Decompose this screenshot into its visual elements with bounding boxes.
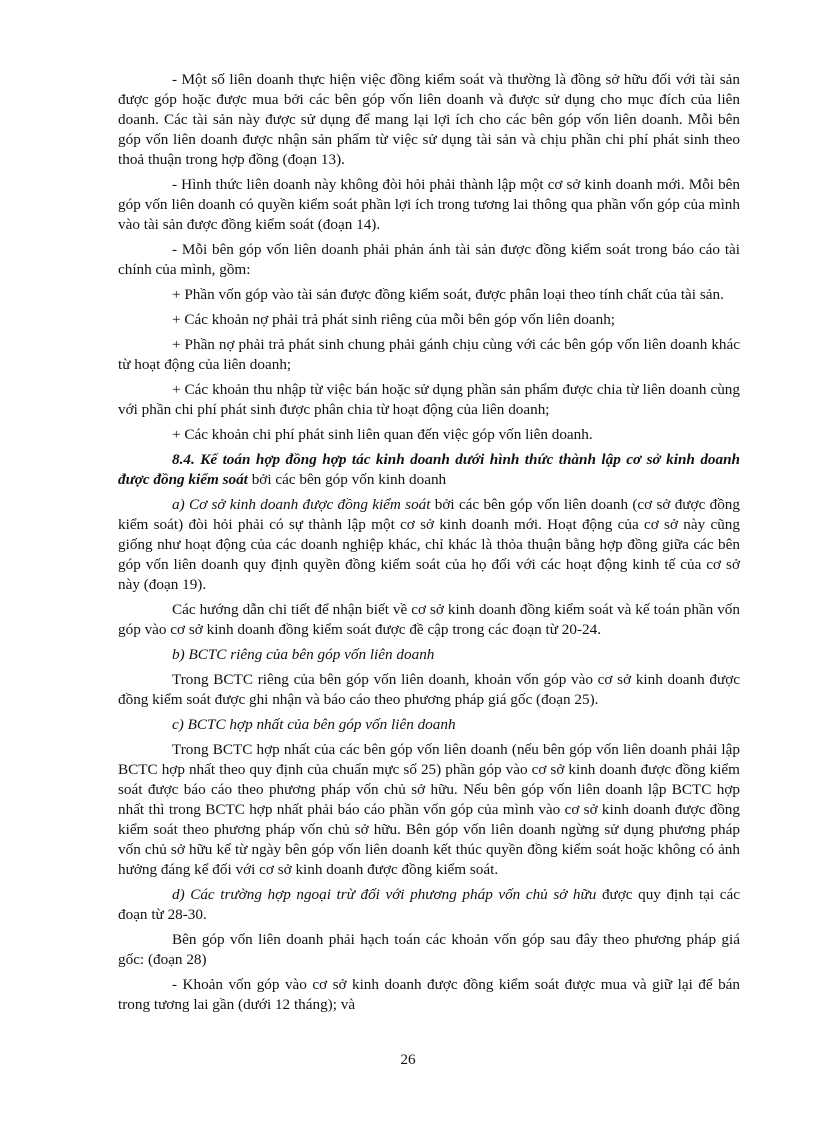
document-body — [118, 70, 740, 1020]
paragraph-joint-assets-control: - Một số liên doanh thực hiện việc đồng kiểm soát và thường là đồng sở hữu đối với tài sản được góp hoặc được mua bởi các bên góp vốn liên doanh và được sử dụng cho mục đích của liên doanh. Các tài sản này được sử dụng để mang lại lợi ích cho các bên góp vốn liên doanh. Mỗi bên góp vốn liên doanh được nhận sản phẩm từ việc sử dụng tài sản và chịu phần chi phí phát sinh theo thoả thuận trong hợp đồng (đoạn 13). — [118, 71, 740, 168]
paragraph-d-label: d) Các trường hợp ngoại trừ đối với phương pháp vốn chủ sở hữu — [172, 886, 597, 903]
paragraph-a-text: bởi các bên góp vốn liên doanh (cơ sở được đồng kiểm soát) đòi hỏi phải có sự thành lập một cơ sở kinh doanh mới. Hoạt động của cơ sở này cũng giống như hoạt động của các doanh nghiệp khác, chỉ khác là thỏa thuận bằng hợp đồng giữa các bên góp vốn liên doanh quy định quyền đồng kiểm soát của họ đối với các hoạt động kinh tế của cơ sở này (đoạn 19). — [118, 496, 740, 593]
paragraph-report-requirement: - Mỗi bên góp vốn liên doanh phải phản ánh tài sản được đồng kiểm soát trong báo cáo tài chính của mình, gồm: — [118, 241, 740, 278]
list-item-separate-liabilities: + Các khoản nợ phải trả phát sinh riêng của mỗi bên góp vốn liên doanh; — [172, 311, 616, 328]
list-item-shared-liabilities: + Phần nợ phải trả phát sinh chung phải gánh chịu cùng với các bên góp vốn liên doanh khác từ hoạt động của liên doanh; — [118, 336, 740, 373]
list-item-expenses: + Các khoản chi phí phát sinh liên quan đến việc góp vốn liên doanh. — [172, 426, 593, 443]
paragraph-a-label: a) Cơ sở kinh doanh được đồng kiểm soát — [172, 496, 431, 513]
paragraph-no-new-entity: - Hình thức liên doanh này không đòi hỏi phải thành lập một cơ sở kinh doanh mới. Mỗi bên góp vốn liên doanh có quyền kiểm soát phần lợi ích trong tương lai thông qua phần vốn góp của mình vào tài sản được đồng kiểm soát (đoạn 14). — [118, 176, 740, 233]
paragraph-a — [118, 495, 740, 595]
page-number: 26 — [400, 1051, 416, 1068]
paragraph-guidance: Các hướng dẫn chi tiết để nhận biết về cơ sở kinh doanh đồng kiểm soát và kế toán phần vốn góp vào cơ sở kinh doanh đồng kiểm soát được đề cập trong các đoạn từ 20-24. — [118, 601, 740, 638]
paragraph-c: Trong BCTC hợp nhất của các bên góp vốn liên doanh (nếu bên góp vốn liên doanh phải lập BCTC hợp nhất theo quy định của chuẩn mực số 25) phần góp vào cơ sở kinh doanh được đồng kiểm soát được báo cáo theo phương pháp vốn chủ sở hữu. Nếu bên góp vốn liên doanh lập BCTC hợp nhất thì trong BCTC hợp nhất phải báo cáo phần vốn góp của mình vào cơ sở kinh doanh được đồng kiểm soát theo phương pháp vốn chủ sở hữu. Bên góp vốn liên doanh ngừng sử dụng phương pháp vốn chủ sở hữu kể từ ngày bên góp vốn liên doanh kết thúc quyền đồng kiểm soát hoặc không có ảnh hưởng đáng kể đối với cơ sở kinh doanh được đồng kiểm soát. — [118, 741, 740, 878]
list-item-capital-contribution: + Phần vốn góp vào tài sản được đồng kiểm soát, được phân loại theo tính chất của tài sản. — [172, 286, 724, 303]
paragraph-cost-method: Bên góp vốn liên doanh phải hạch toán các khoản vốn góp sau đây theo phương pháp giá gốc: (đoạn 28) — [118, 931, 740, 968]
paragraph-d — [118, 885, 740, 925]
list-item-income: + Các khoản thu nhập từ việc bán hoặc sử dụng phần sản phẩm được chia từ liên doanh cùng với phần chi phí phát sinh được phân chia từ hoạt động của liên doanh; — [118, 381, 740, 418]
section-heading-tail: bởi các bên góp vốn kinh doanh — [247, 471, 447, 488]
paragraph-d-text: được quy định tại các đoạn từ 28-30. — [118, 886, 740, 923]
paragraph-held-for-sale: - Khoản vốn góp vào cơ sở kinh doanh được đồng kiểm soát được mua và giữ lại để bán trong tương lai gần (dưới 12 tháng); và — [118, 976, 740, 1013]
subheading-b: b) BCTC riêng của bên góp vốn liên doanh — [172, 646, 435, 663]
paragraph-b: Trong BCTC riêng của bên góp vốn liên doanh, khoản vốn góp vào cơ sở kinh doanh được đồng kiểm soát được ghi nhận và báo cáo theo phương pháp giá gốc (đoạn 25). — [118, 671, 740, 708]
section-heading-text: 8.4. Kế toán hợp đồng hợp tác kinh doanh dưới hình thức thành lập cơ sở kinh doanh được đồng kiểm soát — [118, 451, 740, 488]
section-heading-8-4 — [118, 450, 740, 490]
subheading-c: c) BCTC hợp nhất của bên góp vốn liên doanh — [172, 716, 456, 733]
